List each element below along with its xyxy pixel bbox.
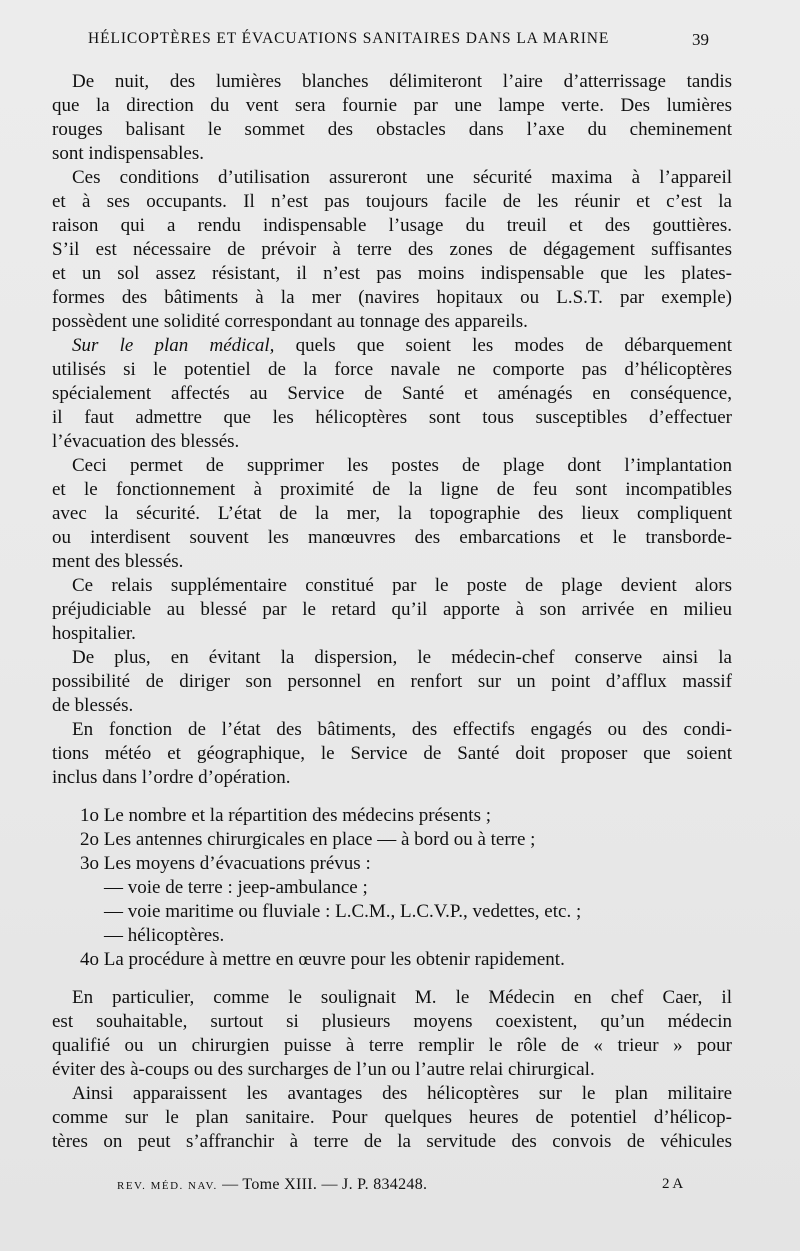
text-line: possibilité de diriger son personnel en renfort sur un point d’afflux massif: [52, 671, 732, 692]
text-line: sont indispensables.: [52, 143, 204, 164]
text-line: et à ses occupants. Il n’est pas toujours facile de les réunir et c’est la: [52, 191, 732, 212]
text-line: En particulier, comme le soulignait M. le Médecin en chef Caer, il: [72, 987, 732, 1008]
text-line: préjudiciable au blessé par le retard qu’il apporte à son arrivée en milieu: [52, 599, 732, 620]
text-line: ou interdisent souvent les manœuvres des embarcations et le transborde-: [52, 527, 732, 548]
text-line: De nuit, des lumières blanches délimiteront l’aire d’atterrissage tandis: [72, 71, 732, 92]
text-line: ment des blessés.: [52, 551, 184, 572]
text-line: hospitalier.: [52, 623, 136, 644]
text-line: Ceci permet de supprimer les postes de plage dont l’implantation: [72, 455, 732, 476]
text-line: que la direction du vent sera fournie par une lampe verte. Des lumières: [52, 95, 732, 116]
text-line: raison qui a rendu indispensable l’usage du treuil et des gouttières.: [52, 215, 732, 236]
sub-list-item: — hélicoptères.: [104, 925, 225, 946]
list-item: 3o Les moyens d’évacuations prévus :: [80, 853, 371, 874]
running-title: HÉLICOPTÈRES ET ÉVACUATIONS SANITAIRES DANS LA MARINE: [88, 30, 610, 47]
text-line: Ces conditions d’utilisation assureront une sécurité maxima à l’appareil: [72, 167, 732, 188]
text-line: qualifié ou un chirurgien puisse à terre remplir le rôle de « trieur » pour: [52, 1035, 732, 1056]
list-item: 2o Les antennes chirurgicales en place — à bord ou à terre ;: [80, 829, 536, 850]
text-line: avec la sécurité. L’état de la mer, la topographie des lieux compliquent: [52, 503, 732, 524]
text-line: et le fonctionnement à proximité de la ligne de feu sont incompatibles: [52, 479, 732, 500]
list-item: 1o Le nombre et la répartition des médecins présents ;: [80, 805, 492, 826]
text-line: est souhaitable, surtout si plusieurs moyens coexistent, qu’un médecin: [52, 1011, 732, 1032]
journal-abbreviation: REV. MÉD. NAV.: [117, 1180, 218, 1192]
text-line: spécialement affectés au Service de Santé et aménagés en conséquence,: [52, 383, 732, 404]
text-line: inclus dans l’ordre d’opération.: [52, 767, 291, 788]
sub-list-item: — voie maritime ou fluviale : L.C.M., L.C.V.P., vedettes, etc. ;: [104, 901, 582, 922]
text-line: [52, 334, 732, 358]
text-line: il faut admettre que les hélicoptères sont tous susceptibles d’effectuer: [52, 407, 732, 428]
list-item: 4o La procédure à mettre en œuvre pour les obtenir rapidement.: [80, 949, 565, 970]
tome-reference: — Tome XIII. — J. P. 834248.: [222, 1176, 428, 1193]
text-run: quels que soient les modes de débarquement: [274, 335, 732, 356]
text-line: Ce relais supplémentaire constitué par le poste de plage devient alors: [72, 575, 732, 596]
page-number: 39: [692, 30, 709, 49]
text-line: rouges balisant le sommet des obstacles dans l’axe du cheminement: [52, 119, 732, 140]
text-line: comme sur le plan sanitaire. Pour quelques heures de potentiel d’hélicop-: [52, 1107, 732, 1128]
italic-lead: Sur le plan médical,: [72, 335, 275, 356]
text-line: tères on peut s’affranchir à terre de la servitude des convois de véhicules: [52, 1131, 732, 1152]
text-line: l’évacuation des blessés.: [52, 431, 240, 452]
signature-mark: 2 A: [662, 1176, 684, 1192]
text-line: possèdent une solidité correspondant au tonnage des appareils.: [52, 311, 528, 332]
text-line: De plus, en évitant la dispersion, le médecin-chef conserve ainsi la: [72, 647, 732, 668]
text-line: tions météo et géographique, le Service de Santé doit proposer que soient: [52, 743, 732, 764]
text-line: de blessés.: [52, 695, 134, 716]
sub-list-item: — voie de terre : jeep-ambulance ;: [104, 877, 368, 898]
body-text: [52, 70, 732, 1154]
text-line: Ainsi apparaissent les avantages des hélicoptères sur le plan militaire: [72, 1083, 732, 1104]
footer-citation: [117, 1176, 427, 1194]
text-line: éviter des à-coups ou des surcharges de l’un ou l’autre relai chirurgical.: [52, 1059, 595, 1080]
text-line: utilisés si le potentiel de la force navale ne comporte pas d’hélicoptères: [52, 359, 732, 380]
text-line: et un sol assez résistant, il n’est pas moins indispensable que les plates-: [52, 263, 732, 284]
text-line: En fonction de l’état des bâtiments, des effectifs engagés ou des condi-: [72, 719, 732, 740]
text-line: formes des bâtiments à la mer (navires hopitaux ou L.S.T. par exemple): [52, 287, 732, 308]
text-line: S’il est nécessaire de prévoir à terre des zones de dégagement suffisantes: [52, 239, 732, 260]
